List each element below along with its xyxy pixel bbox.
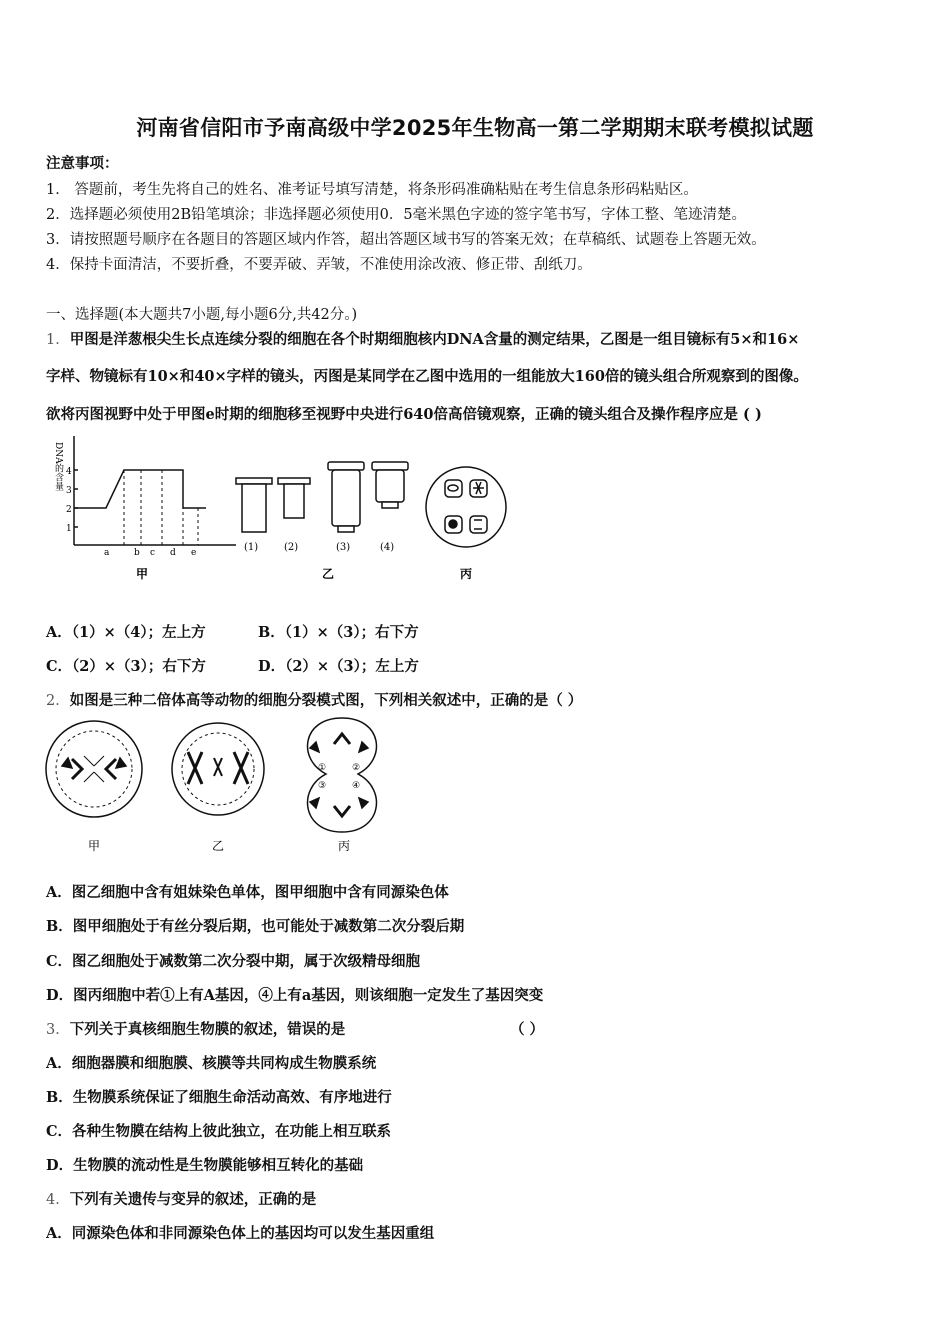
q1-lenses <box>236 462 408 532</box>
q2-option-c[interactable]: C．图乙细胞处于减数第二次分裂中期，属于次级精母细胞 <box>46 953 421 970</box>
q3-option-a[interactable]: A．细胞器膜和细胞膜、核膜等共同构成生物膜系统 <box>46 1055 377 1072</box>
q2-caption-bing: 丙 <box>338 839 351 853</box>
cell-bing <box>308 718 377 832</box>
ytick-3: 3 <box>66 486 72 496</box>
notice-item-1: 1． 答题前，考生先将自己的姓名、准考证号填写清楚，将条形码准确粘贴在考生信息条形码粘贴区。 <box>46 182 698 198</box>
q2-caption-jia: 甲 <box>88 839 101 853</box>
q1-line-3: 欲将丙图视野中处于甲图e时期的细胞移至视野中央进行640倍高倍镜观察，正确的镜头组合及操作程序应是 ( ) <box>46 406 762 423</box>
xtick-e: e <box>191 548 197 558</box>
q2-num-3: ③ <box>318 781 327 791</box>
q2-line <box>46 689 582 710</box>
xtick-c: c <box>150 548 156 558</box>
q1-number: 1． <box>46 332 70 348</box>
q1-figure <box>46 432 526 587</box>
caption-jia: 甲 <box>136 567 149 581</box>
q2-caption-yi: 乙 <box>212 839 225 853</box>
notice-item-3: 3．请按照题号顺序在各题目的答题区域内作答，超出答题区域书写的答案无效；在草稿纸、试题卷上答题无效。 <box>46 232 766 248</box>
notice-heading: 注意事项： <box>46 155 119 172</box>
q3-option-c[interactable]: C．各种生物膜在结构上彼此独立，在功能上相互联系 <box>46 1123 392 1140</box>
caption-bing: 丙 <box>460 567 473 581</box>
dna-curve <box>74 470 206 508</box>
eyepiece-1 <box>236 478 272 532</box>
eyepiece-2 <box>278 478 310 518</box>
q2-num-1: ① <box>318 763 327 773</box>
q2-number: 2． <box>46 693 70 709</box>
ytick-2: 2 <box>66 505 72 515</box>
cell-yi <box>172 723 264 815</box>
xtick-a: a <box>104 548 110 558</box>
lens-label-3: (3) <box>336 542 351 553</box>
q2-num-4: ④ <box>352 781 361 791</box>
q1-option-d[interactable]: D．（2）×（3）；左上方 <box>258 658 419 675</box>
page-title: 河南省信阳市予南高级中学2025年生物高一第二学期期末联考模拟试题 <box>136 116 814 140</box>
xtick-d: d <box>170 548 176 558</box>
q1-option-b[interactable]: B．（1）×（3）；右下方 <box>258 624 419 641</box>
q2-figure <box>42 714 392 859</box>
q2-num-2: ② <box>352 763 361 773</box>
q1-stem-1: 甲图是洋葱根尖生长点连续分裂的细胞在各个时期细胞核内DNA含量的测定结果，乙图是一组目镜标有5×和16× <box>69 331 800 348</box>
q3-number: 3． <box>46 1022 70 1038</box>
q2-option-d[interactable]: D．图丙细胞中若①上有A基因，④上有a基因，则该细胞一定发生了基因突变 <box>46 987 544 1004</box>
q4-line <box>46 1188 316 1209</box>
q3-option-b[interactable]: B．生物膜系统保证了细胞生命活动高效、有序地进行 <box>46 1089 392 1106</box>
q3-line <box>46 1018 345 1039</box>
q3-stem: 下列关于真核细胞生物膜的叙述，错误的是 <box>69 1021 346 1038</box>
objective-4 <box>372 462 408 508</box>
ytick-1: 1 <box>66 524 72 534</box>
notice-item-4: 4．保持卡面清洁，不要折叠，不要弄破、弄皱，不准使用涂改液、修正带、刮纸刀。 <box>46 257 592 273</box>
section-heading: 一、选择题(本大题共7小题,每小题6分,共42分。) <box>46 307 358 323</box>
q1-line-2: 字样、物镜标有10×和40×字样的镜头，丙图是某同学在乙图中选用的一组能放大160倍的镜头组合所观察到的图像。 <box>46 368 808 385</box>
cell-jia <box>46 721 142 817</box>
q1-option-c[interactable]: C．（2）×（3）；右下方 <box>46 658 206 675</box>
q3-answer-paren: （ ） <box>510 1021 545 1038</box>
lens-label-4: (4) <box>380 542 395 553</box>
q2-stem: 如图是三种二倍体高等动物的细胞分裂模式图，下列相关叙述中，正确的是（ ） <box>69 692 583 709</box>
y-axis-label: DNA的含量 <box>53 442 63 491</box>
xtick-b: b <box>134 548 140 558</box>
notice-item-2: 2．选择题必须使用2B铅笔填涂；非选择题必须使用0．5毫米黑色字迹的签字笔书写，字体工整、笔迹清楚。 <box>46 207 747 223</box>
q3-option-d[interactable]: D．生物膜的流动性是生物膜能够相互转化的基础 <box>46 1157 364 1174</box>
lens-label-1: (1) <box>244 542 259 553</box>
q4-number: 4． <box>46 1192 70 1208</box>
q4-stem: 下列有关遗传与变异的叙述，正确的是 <box>69 1191 317 1208</box>
q1-line-1 <box>46 328 799 349</box>
q1-option-a[interactable]: A．（1）×（4）；左上方 <box>46 624 206 641</box>
q2-option-b[interactable]: B．图甲细胞处于有丝分裂后期，也可能处于减数第二次分裂后期 <box>46 918 465 935</box>
q1-view-field <box>426 467 506 547</box>
q1-graph-jia <box>74 436 236 545</box>
q2-option-a[interactable]: A．图乙细胞中含有姐妹染色单体，图甲细胞中含有同源染色体 <box>46 884 449 901</box>
caption-yi: 乙 <box>322 567 335 581</box>
objective-3 <box>328 462 364 532</box>
q4-option-a[interactable]: A．同源染色体和非同源染色体上的基因均可以发生基因重组 <box>46 1225 435 1242</box>
lens-label-2: (2) <box>284 542 299 553</box>
ytick-4: 4 <box>66 467 72 477</box>
